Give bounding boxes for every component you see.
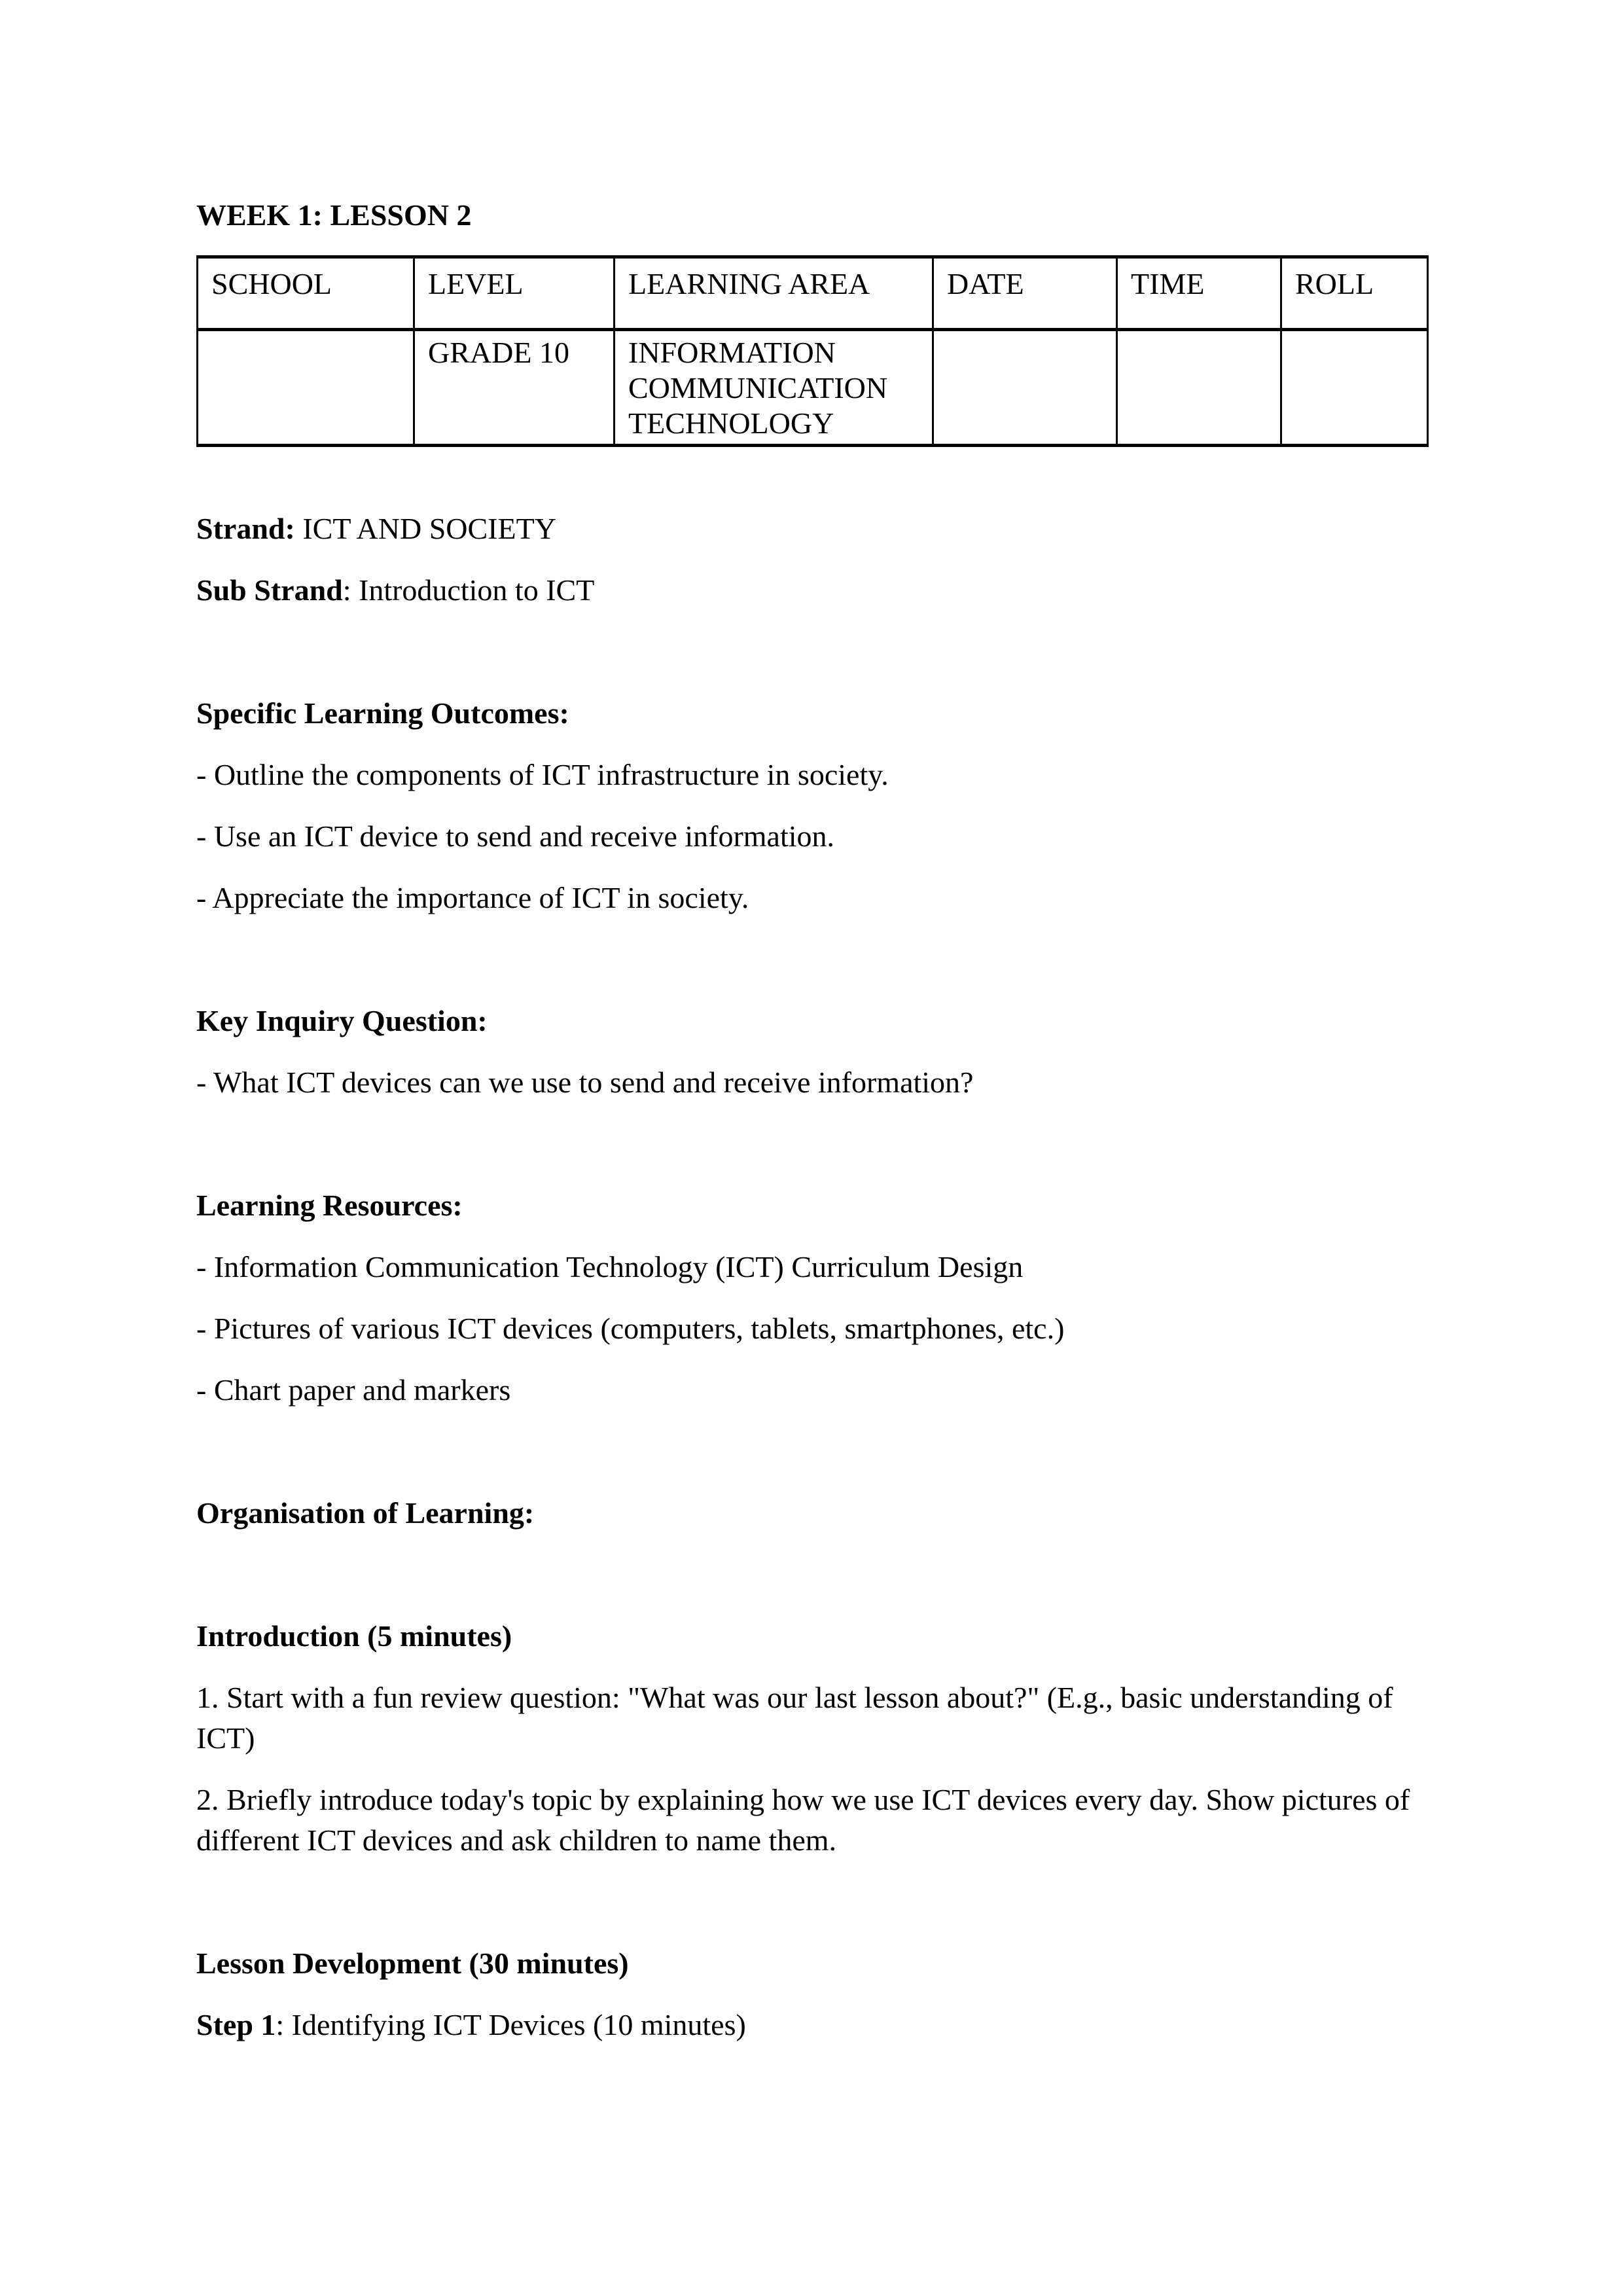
info-table-header-row bbox=[198, 257, 1428, 330]
resource-item: - Pictures of various ICT devices (computers, tablets, smartphones, etc.) bbox=[196, 1312, 1065, 1345]
intro-step-1: 1. Start with a fun review question: "What was our last lesson about?" (E.g., basic understanding of ICT) bbox=[196, 1681, 1393, 1755]
outcome-item: - Outline the components of ICT infrastructure in society. bbox=[196, 758, 889, 791]
sub-strand-label: Sub Strand bbox=[196, 573, 343, 607]
strand-label: Strand: bbox=[196, 512, 295, 545]
step1-line bbox=[196, 2005, 1427, 2045]
inquiry-item: - What ICT devices can we use to send and receive information? bbox=[196, 1066, 974, 1099]
column-header-date: DATE bbox=[933, 257, 1117, 330]
info-table-value-row bbox=[198, 330, 1428, 446]
paragraph-spacer bbox=[196, 1124, 1427, 1164]
organisation-heading: Organisation of Learning: bbox=[196, 1496, 535, 1530]
column-header-school: SCHOOL bbox=[198, 257, 414, 330]
cell-roll-value bbox=[1281, 330, 1428, 446]
paragraph-spacer bbox=[196, 939, 1427, 980]
resources-heading: Learning Resources: bbox=[196, 1189, 463, 1222]
resource-item: - Chart paper and markers bbox=[196, 1373, 511, 1407]
column-header-learning-area: LEARNING AREA bbox=[615, 257, 933, 330]
cell-date-value bbox=[933, 330, 1117, 446]
paragraph-spacer bbox=[196, 1431, 1427, 1472]
cell-learning-area-value: INFORMATION COMMUNICATION TECHNOLOGY bbox=[615, 330, 933, 446]
column-header-level: LEVEL bbox=[414, 257, 615, 330]
key-inquiry-heading: Key Inquiry Question: bbox=[196, 1004, 488, 1037]
cell-level-value: GRADE 10 bbox=[414, 330, 615, 446]
step1-value: : Identifying ICT Devices (10 minutes) bbox=[276, 2008, 746, 2041]
introduction-heading: Introduction (5 minutes) bbox=[196, 1619, 512, 1653]
cell-school-value bbox=[198, 330, 414, 446]
column-header-time: TIME bbox=[1117, 257, 1281, 330]
sub-strand-line bbox=[196, 570, 1427, 611]
column-header-roll: ROLL bbox=[1281, 257, 1428, 330]
paragraph-spacer bbox=[196, 1554, 1427, 1595]
school-info-table bbox=[196, 255, 1429, 447]
outcome-item: - Appreciate the importance of ICT in society. bbox=[196, 881, 749, 914]
paragraph-spacer bbox=[196, 632, 1427, 672]
lesson-development-heading: Lesson Development (30 minutes) bbox=[196, 1946, 629, 1980]
outcomes-heading: Specific Learning Outcomes: bbox=[196, 696, 569, 730]
paragraph-spacer bbox=[196, 1882, 1427, 1922]
intro-step-2: 2. Briefly introduce today's topic by explaining how we use ICT devices every day. Show pictures of different ICT devices and ask children to name them. bbox=[196, 1783, 1410, 1857]
strand-line bbox=[196, 509, 1427, 549]
page-title: WEEK 1: LESSON 2 bbox=[196, 198, 472, 232]
sub-strand-value: : Introduction to ICT bbox=[342, 573, 595, 607]
strand-value: ICT AND SOCIETY bbox=[294, 512, 556, 545]
cell-time-value bbox=[1117, 330, 1281, 446]
step1-label: Step 1 bbox=[196, 2008, 276, 2041]
outcome-item: - Use an ICT device to send and receive information. bbox=[196, 819, 835, 853]
resource-item: - Information Communication Technology (ICT) Curriculum Design bbox=[196, 1250, 1024, 1283]
